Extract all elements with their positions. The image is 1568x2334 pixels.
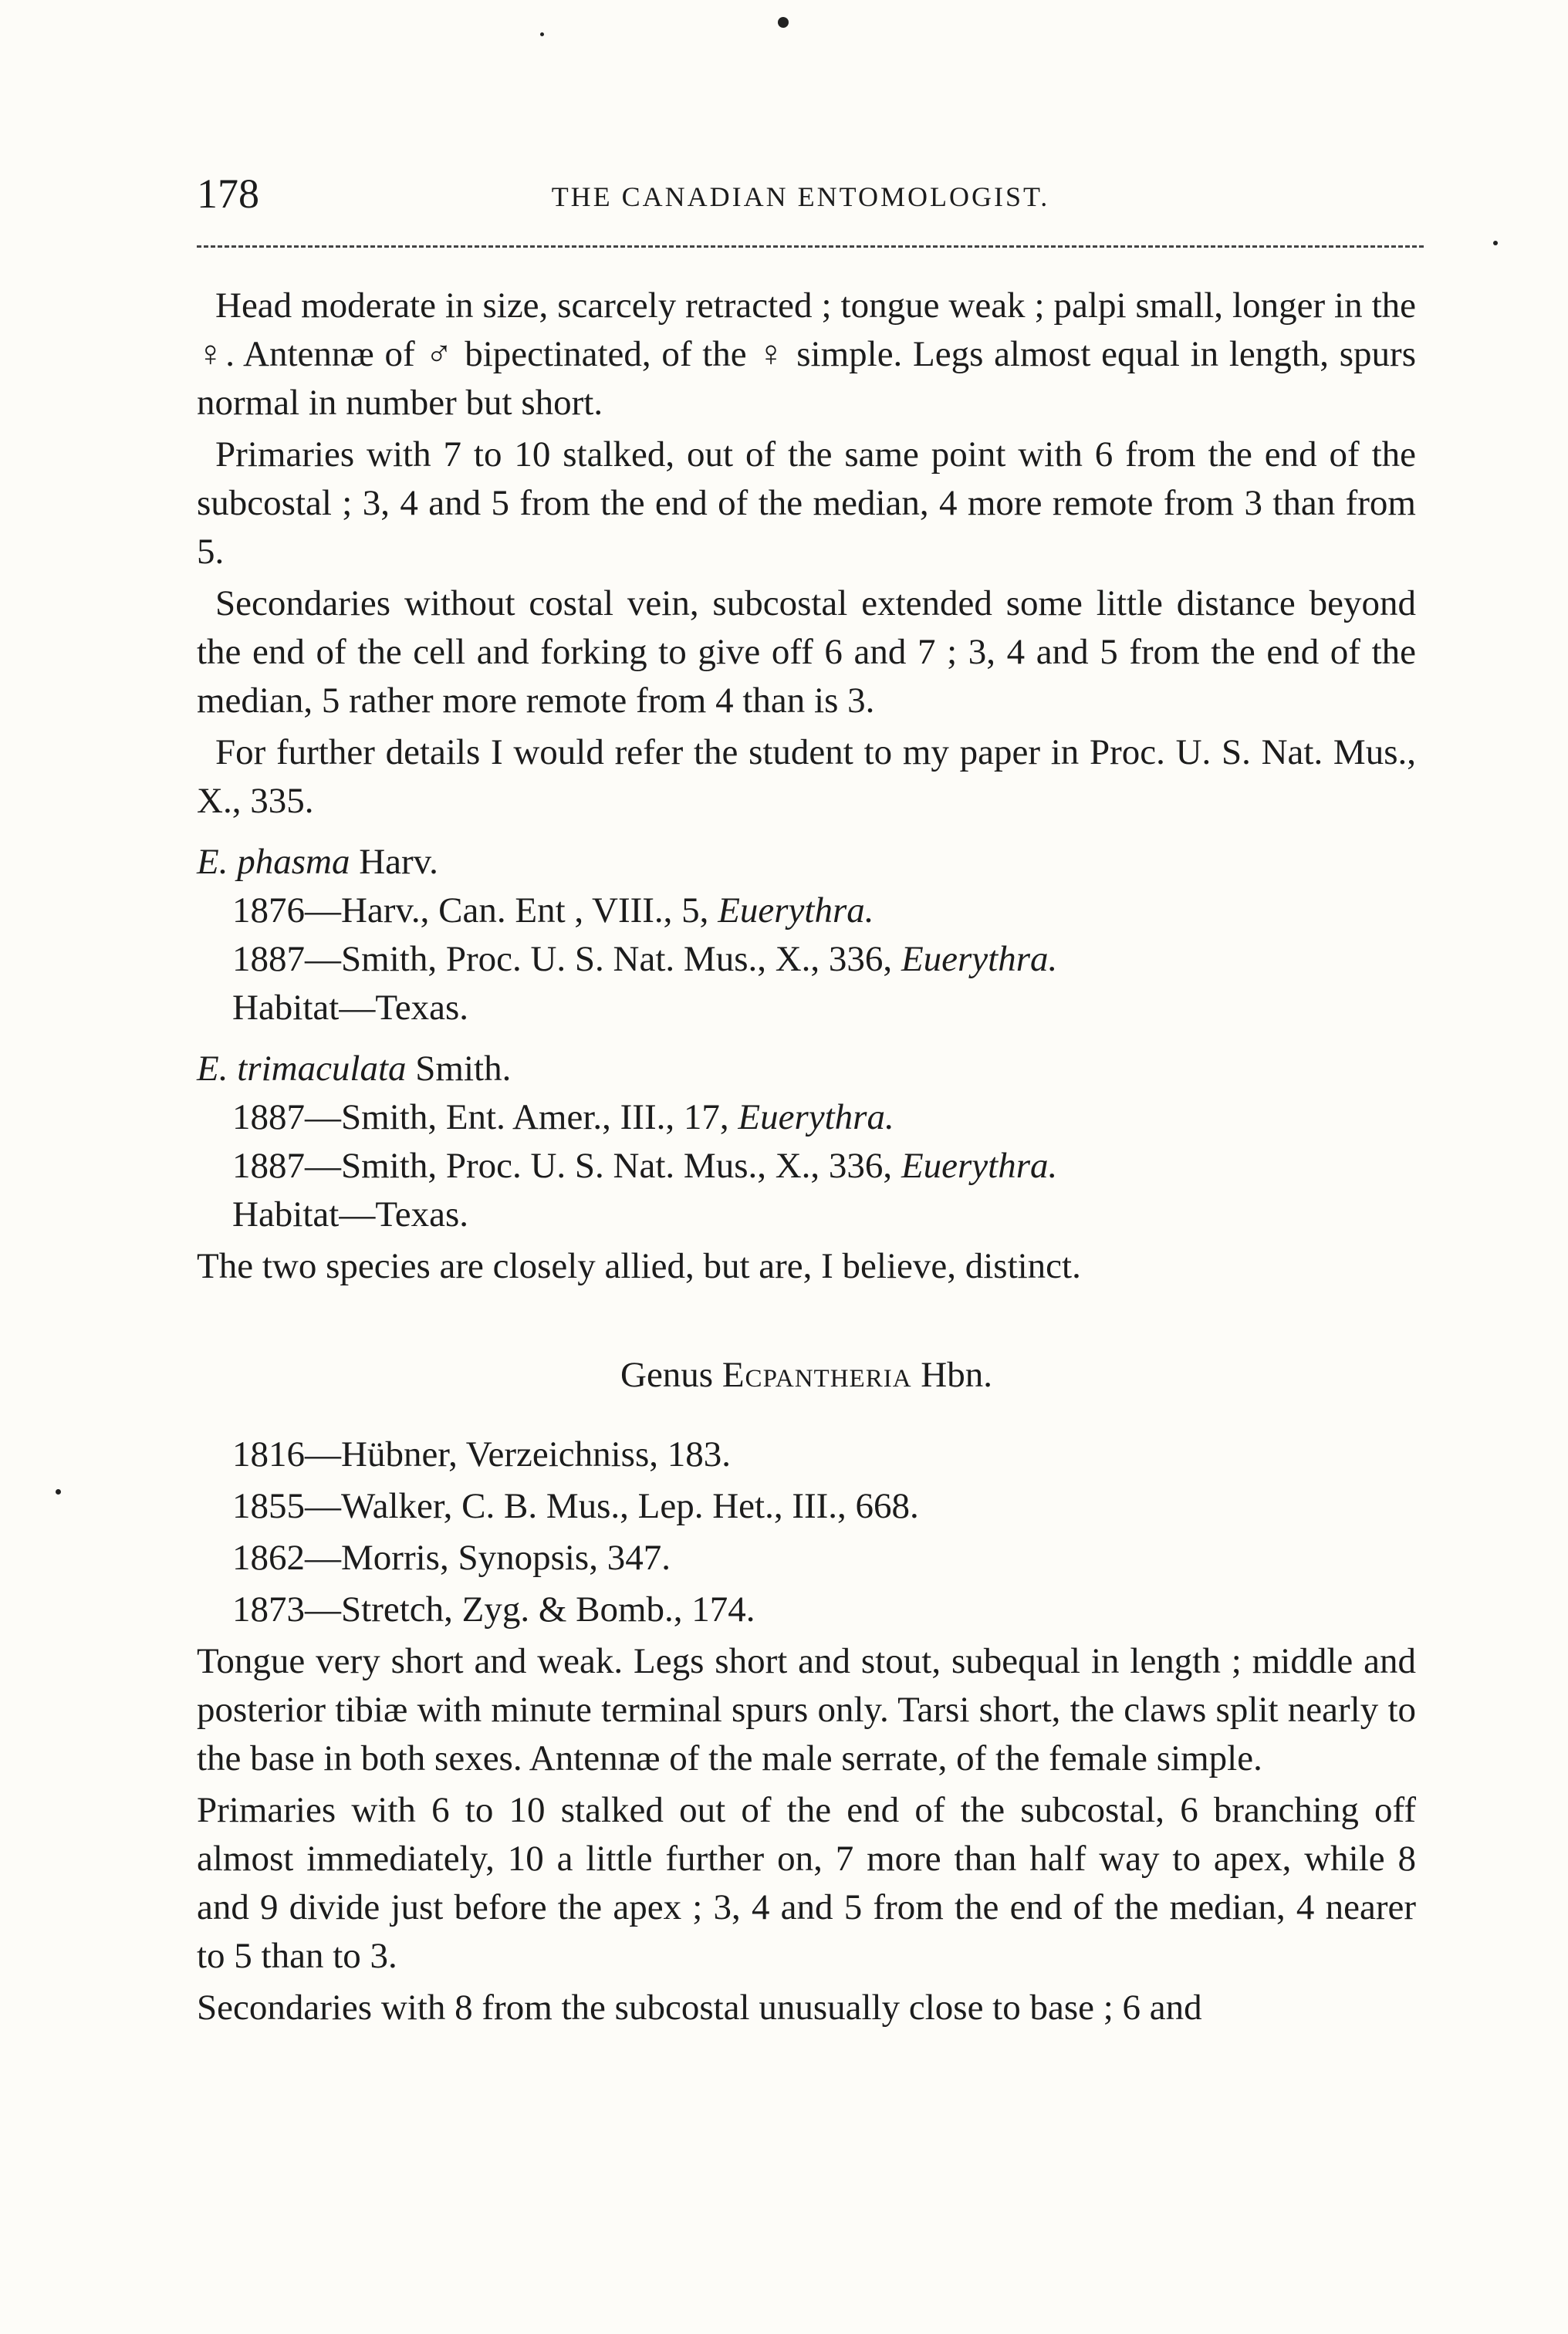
genus-reference: 1816—Hübner, Verzeichniss, 183. [232,1434,731,1474]
ink-speck [540,32,544,36]
paragraph-genus-primaries: Primaries with 6 to 10 stalked out of the end of the subcostal, 6 branching off almost immediately, 10 a little further on, 7 more than half way to apex, while 8 and 9 divide just before the apex ; 3, 4 and 5 from the end of the median, 4 nearer to 5 than to 3. [197,1790,1416,1976]
genus-reference: 1855—Walker, C. B. Mus., Lep. Het., III., 668. [232,1486,919,1526]
paragraph-genus-secondaries: Secondaries with 8 from the subcostal unusually close to base ; 6 and [197,1988,1202,2028]
paragraph-primaries: Primaries with 7 to 10 stalked, out of the same point with 6 from the end of the subcostal ; 3, 4 and 5 from the end of the median, 4 more remote from 3 than from 5. [197,434,1416,572]
paragraph-secondaries: Secondaries without costal vein, subcostal extended some little distance beyond the end of the cell and forking to give off 6 and 7 ; 3, 4 and 5 from the end of the median, 5 rather more remote from 4 than is 3. [197,583,1416,721]
synonymy-entry: 1887—Smith, Proc. U. S. Nat. Mus., X., 336, Euerythra. [232,939,1058,979]
genus-name: Ecpantheria [721,1355,912,1395]
species-author: Smith. [415,1049,512,1089]
page-body [197,282,1416,2032]
synonymy-entry: 1887—Smith, Ent. Amer., III., 17, Euerythra. [232,1097,894,1137]
species-heading: E. trimaculata Smith. [197,1049,512,1089]
paragraph-genus-tongue: Tongue very short and weak. Legs short and stout, subequal in length ; middle and posterior tibiæ with minute terminal spurs only. Tarsi short, the claws split nearly to the base in both sexes. Antennæ of the male serrate, of the female simple. [197,1641,1416,1778]
genus-reference: 1873—Stretch, Zyg. & Bomb., 174. [232,1589,755,1630]
header-rule [197,245,1424,248]
species-name: trimaculata [237,1049,407,1089]
paragraph-further-details: For further details I would refer the student to my paper in Proc. U. S. Nat. Mus., X., 335. [197,732,1416,821]
ink-speck [778,17,789,28]
species-heading: E. phasma Harv. [197,842,438,882]
synonymy-entry: 1876—Harv., Can. Ent , VIII., 5, Euerythra. [232,890,874,931]
synonymy-entry: 1887—Smith, Proc. U. S. Nat. Mus., X., 336, Euerythra. [232,1146,1058,1186]
species-author: Harv. [359,842,438,882]
running-head: THE CANADIAN ENTOMOLOGIST. [551,181,1050,212]
habitat-line: Habitat—Texas. [232,1194,469,1235]
species-name: phasma [237,842,350,882]
page-number: 178 [197,171,259,217]
genus-heading: Genus Ecpantheria Hbn. [620,1355,992,1395]
page-header [197,170,1404,224]
paragraph-head: Head moderate in size, scarcely retracted ; tongue weak ; palpi small, longer in the ♀. Antennæ of ♂ bipectinated, of the ♀ simple. Legs almost equal in length, spurs normal in number but short. [197,285,1416,423]
ink-speck [1493,241,1498,245]
ink-speck [56,1489,61,1495]
habitat-line: Habitat—Texas. [232,988,469,1028]
genus-reference: 1862—Morris, Synopsis, 347. [232,1538,671,1578]
species-note: The two species are closely allied, but are, I believe, distinct. [197,1246,1081,1286]
